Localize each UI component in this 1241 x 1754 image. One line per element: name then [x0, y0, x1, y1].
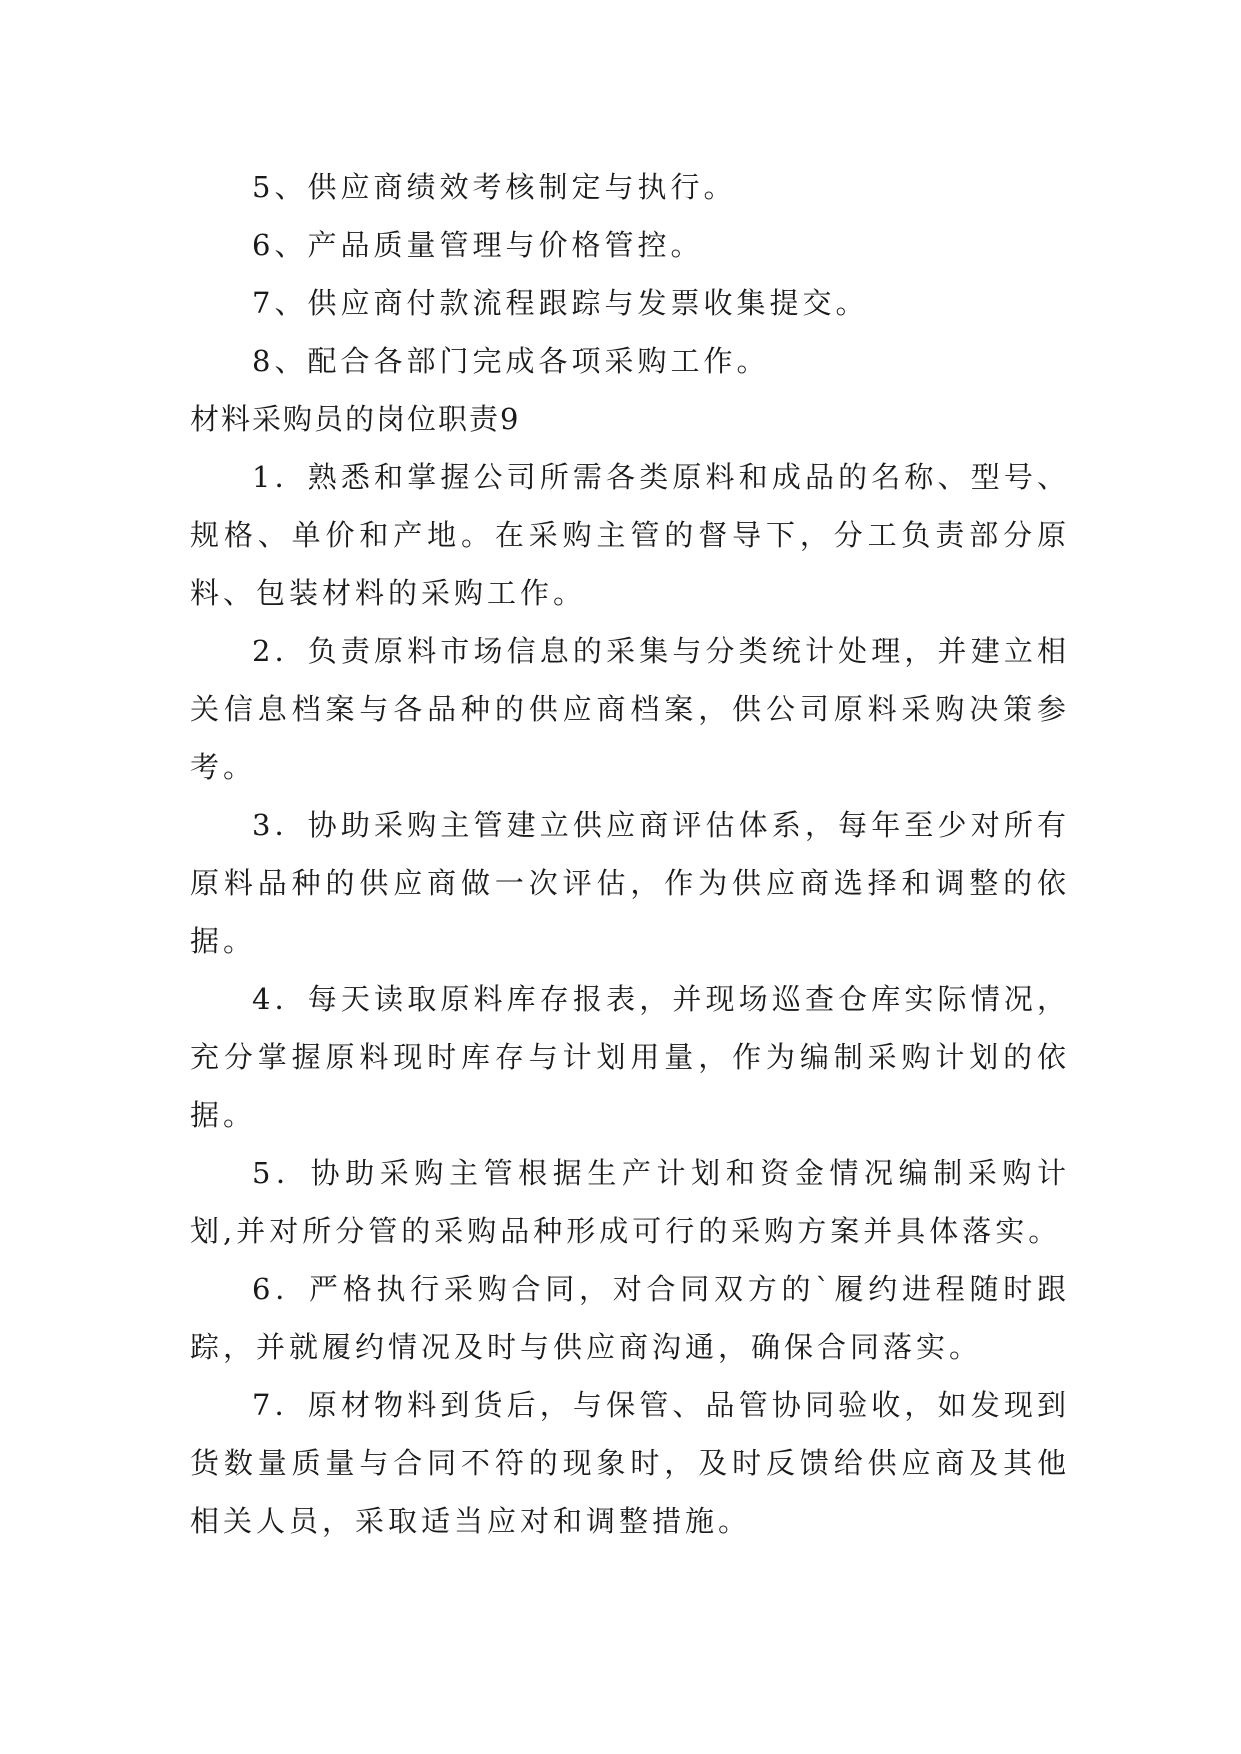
list-item: 5、供应商绩效考核制定与执行。 — [252, 170, 737, 204]
duty-paragraph: 1．熟悉和掌握公司所需各类原料和成品的名称、型号、规格、单价和产地。在采购主管的督导下，分工负责部分原料、包装材料的采购工作。 — [190, 460, 1070, 610]
section-heading: 材料采购员的岗位职责9 — [190, 402, 521, 436]
duty-paragraph: 2．负责原料市场信息的采集与分类统计处理，并建立相关信息档案与各品种的供应商档案，供公司原料采购决策参考。 — [190, 634, 1070, 784]
list-item: 6、产品质量管理与价格管控。 — [252, 228, 704, 262]
duty-paragraph: 5．协助采购主管根据生产计划和资金情况编制采购计划,并对所分管的采购品种形成可行的采购方案并具体落实。 — [190, 1156, 1070, 1248]
duty-paragraph: 4．每天读取原料库存报表，并现场巡查仓库实际情况，充分掌握原料现时库存与计划用量，作为编制采购计划的依据。 — [190, 982, 1070, 1132]
list-item: 7、供应商付款流程跟踪与发票收集提交。 — [252, 286, 869, 320]
duty-paragraph: 7．原材物料到货后，与保管、品管协同验收，如发现到货数量质量与合同不符的现象时，及时反馈给供应商及其他相关人员，采取适当应对和调整措施。 — [190, 1388, 1070, 1538]
duty-paragraph: 6．严格执行采购合同，对合同双方的`履约进程随时跟踪，并就履约情况及时与供应商沟通，确保合同落实。 — [190, 1272, 1070, 1364]
document-body — [190, 158, 1070, 1550]
duty-paragraph: 3．协助采购主管建立供应商评估体系，每年至少对所有原料品种的供应商做一次评估，作为供应商选择和调整的依据。 — [190, 808, 1070, 958]
list-item: 8、配合各部门完成各项采购工作。 — [252, 344, 770, 378]
